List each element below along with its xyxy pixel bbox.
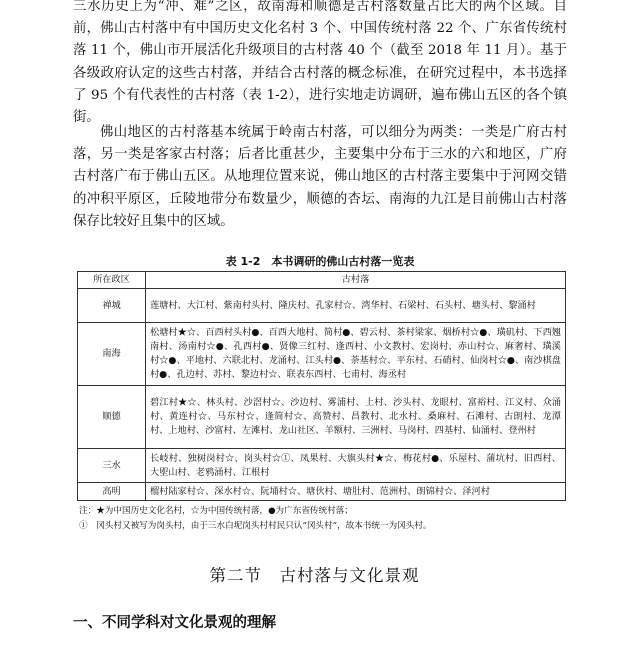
- village-table: [77, 271, 566, 501]
- district-cell: 三水: [78, 449, 146, 483]
- district-cell: 禅城: [78, 289, 146, 323]
- table-row: [78, 323, 566, 386]
- table-row: [78, 386, 566, 449]
- table-footnote: ① 冈头村又被写为岗头村，由于三水白坭岗头村村民只认“冈头村”，故本书统一为冈头村。: [79, 521, 432, 531]
- district-cell: 南海: [78, 323, 146, 386]
- table-row: [78, 483, 566, 501]
- villages-cell: 松塘村★☆、百西村头村●、百西大地村、简村●、碧云村、茶村梁家、烟桥村☆●、璜矶村、下西翘南村、汤南村☆●、孔西村●、贤像三红村、逢西村、小文教村、宏岗村、赤山村☆、麻奢村、璜溪村☆●、平地村、六联北村、龙涌村、江头村●、荼基村☆、平东村、石硝村、仙岗村☆●、南沙棋盘村●、孔边村、苏村、黎边村☆、联表东西村、七甫村、海丞村: [146, 323, 566, 386]
- table-header-row: [78, 272, 566, 289]
- villages-cell: 长岐村、独树岗村☆、岗头村☆①、凤果村、大旗头村★☆、梅花村●、乐屋村、蒲坑村、旧西村、大堲山村、老鸦涌村、江根村: [146, 449, 566, 483]
- district-cell: 顺德: [78, 386, 146, 449]
- table-title: 表 1-2 本书调研的佛山古村落一览表: [225, 255, 415, 268]
- body-paragraph: 佛山地区的古村落基本统属于岭南古村落，可以细分为两类：一类是广府古村落，另一类是客家古村落；后者比重甚少，主要集中分布于三水的六和地区，广府古村落广布于佛山五区。从地理位置来说，佛山地区的古村落主要集中于河网交错的冲积平原区，丘陵地带分布数量少，顺德的杏坛、南海的九江是目前佛山古村落保存比较好且集中的区域。: [73, 125, 567, 229]
- body-paragraph: 三水历史上为“冲、难”之区，故南海和顺德是古村落数量占比大的两个区域。目前，佛山古村落中有中国历史文化名村 3 个、中国传统村落 22 个、广东省传统村落 11 个，佛山市开展活化升级项目的古村落 40 个（截至 2018 年 11 月）。基于各级政府认定的这些古村落，并结合古村落的概念标准，在研究过程中，本书选择了 95 个有代表性的古村落（表 1-2），进行实地走访调研，遍布佛山五区的各个镇街。: [73, 0, 567, 126]
- district-cell: 高明: [78, 483, 146, 501]
- table-header-villages: 古村落: [146, 272, 566, 289]
- villages-cell: 碧江村★☆、林头村、沙滘村☆、沙边村、雾浦村、上村、沙头村、龙眼村、富裕村、江义村、众涌村、黄连村☆、马东村☆、逢简村☆、高赞村、昌教村、北水村、桑麻村、石滩村、古朗村、龙潭村、上地村、沙富村、左滩村、龙山社区、羊额村、三洲村、马岗村、四基村、仙涌村、登州村: [146, 386, 566, 449]
- table-row: [78, 289, 566, 323]
- villages-cell: 榴村陆家村☆、深水村☆、阮埇村☆、塘伙村、塘肚村、范洲村、朗锦村☆、泽河村: [146, 483, 566, 501]
- table-header-district: 所在政区: [78, 272, 146, 289]
- table-note: 注：★为中国历史文化名村，☆为中国传统村落，●为广东省传统村落；: [79, 506, 353, 516]
- subsection-title: 一、不同学科对文化景观的理解: [73, 615, 276, 631]
- section-title: 第二节 古村落与文化景观: [209, 566, 420, 585]
- table-row: [78, 449, 566, 483]
- villages-cell: 莲塘村、大江村、紫南村头村、隆庆村、孔家村☆、湾华村、石梁村、石头村、塘头村、黎涌村: [146, 289, 566, 323]
